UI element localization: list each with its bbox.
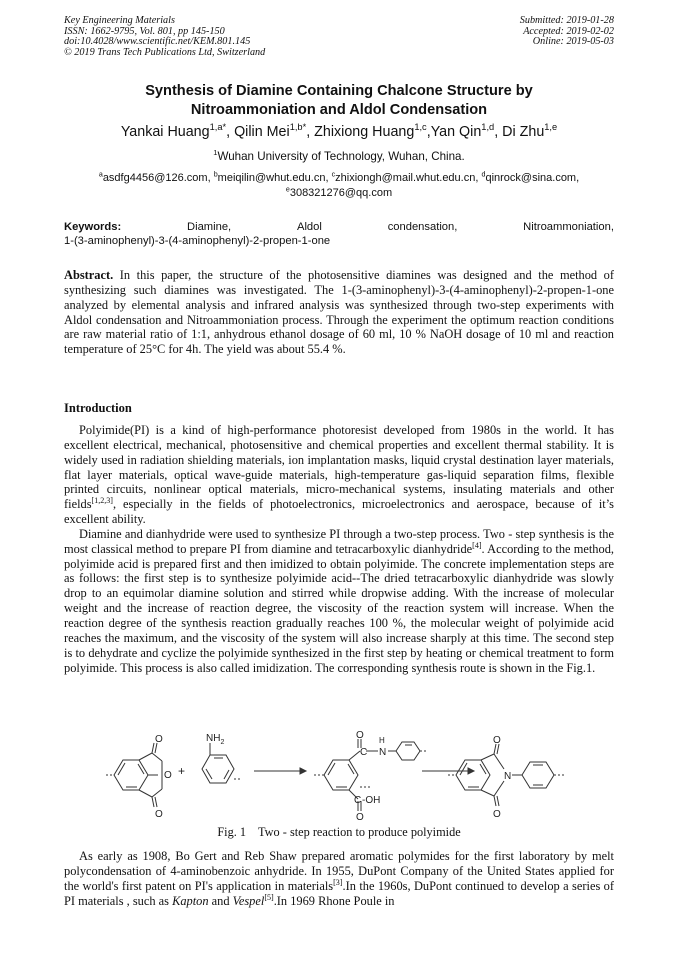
label-o: O (164, 770, 172, 781)
label-o: O (356, 812, 364, 821)
citation[interactable]: [5] (264, 892, 274, 902)
email-sup: d (481, 170, 486, 179)
abstract-text: In this paper, the structure of the photosensitive diamines was designed and the method of synthesizing such diamines was investigated. The 1-(3-aminophenyl)-3-(4-aminophenyl)-2-propen-1-one analyzed by elemental analysis and infrared analysis was synthesized through two-step experiments with Aldol condensation and Nitroammoniation process. Through the experiment the optimum reaction conditions are raw material ratio of 1:1, anhydrous ethanol dosage of 60 ml, 10 % NaOH dosage of 10 ml and reaction temperature of 25°C for 4h. The yield was about 55.4 %. (64, 268, 614, 357)
journal-info (64, 16, 265, 58)
anhydride-molecule (106, 743, 162, 807)
author-name: Di Zhu (502, 124, 545, 140)
paragraph-text: and (208, 893, 233, 908)
label-o: O (493, 735, 501, 746)
paragraph (64, 849, 614, 908)
label-h: H (379, 736, 385, 745)
label-n: N (504, 771, 512, 782)
paragraph-text: As early as 1908, Bo Gert and Reb Shaw prepared aromatic polymides for the first laboratory by melt polycondensation of 4-aminobenzoic anhydride. In 1955, DuPont Company of the United States applied for the world's first patent on PI's application in materials (64, 849, 614, 893)
citation[interactable]: [3] (333, 877, 343, 887)
paragraph-text: Polyimide(PI) is a kind of high-performance photoresist developed from 1980s in the world. It has excellent electrical, mechanical, photosensitive and chemical properties and excellent thermal stability. It is widely used in radiation shielding materials, ion implantation masks, liquid crystal destination layer materials, flat layer materials, optical wave-guide materials, high-temperature gas-liquid separation films, flexible printed circuits, nonlinear optical materials, micro-mechanical systems, insulating materials and other fields (64, 423, 614, 512)
paragraph-text: . According to the method, polyimide acid is prepared first and then imidized to obtain polyimide. The concrete implementation steps are as follows: the first step is to synthesize polyimide acid--The dried tetracarboxylic dianhydride was slowly drop to an equimolar diamine solution and stirred while dropwise adding. With the increase of molecular weight and the increase of reaction degree, the viscosity of the reaction system will increase. When the reaction degree of the synthesis reaction gradually reaches 100 %, the molecular weight of polyimide acid reaches the maximum, and the viscosity of the system will also increase sharply at this time. The second step is to dehydrate and cyclize the polyimide synthesized in the first step by heating or chemical treatment to form polyimide. This process is also called imidization. The corresponding synthesis route is shown in the Fig.1. (64, 541, 614, 675)
author-name: Zhixiong Huang (314, 124, 415, 140)
author-sup: 1,a* (209, 122, 227, 133)
date-accepted: Accepted: 2019-02-02 (523, 25, 614, 37)
product-name-kapton: Kapton (172, 893, 209, 908)
paragraph (64, 423, 614, 527)
reaction-arrow-1 (254, 768, 306, 774)
author-sup: 1,c (414, 122, 427, 133)
journal-copyright: © 2019 Trans Tech Publications Ltd, Switzerland (64, 46, 266, 58)
label-c: C (360, 747, 368, 758)
keyword: condensation, (387, 221, 458, 233)
paragraph-text: Diamine and dianhydride were used to synthesize PI through a two-step process. Two - step synthesis is the most classical method to prepare PI from diamine and tetracarboxylic dianhydride (64, 526, 614, 556)
affiliation-sup: 1 (213, 148, 218, 158)
email-sup: b (213, 170, 218, 179)
affiliation-text: Wuhan University of Technology, Wuhan, China. (217, 150, 465, 163)
figure-caption (64, 825, 614, 840)
author-sup: 1,e (544, 122, 558, 133)
email-address[interactable]: meiqilin@whut.edu.cn (217, 172, 326, 184)
author-sup: 1,b* (289, 122, 307, 133)
label-o: O (493, 809, 501, 820)
paper-title (40, 82, 638, 120)
journal-doi: doi:10.4028/www.scientific.net/KEM.801.145 (64, 36, 251, 48)
figure-caption-text: Two - step reaction to produce polyimide (258, 825, 461, 839)
section-heading-introduction: Introduction (64, 401, 132, 415)
author-name: Qilin Mei (234, 124, 290, 140)
email-sup: c (331, 170, 336, 179)
email-sup: a (98, 170, 103, 179)
label-plus: + (178, 764, 186, 778)
keywords-block (64, 221, 614, 248)
label-o: O (356, 731, 364, 741)
paragraph-text: .In the 1960s, DuPont continued to develop a series of PI materials , such as (64, 878, 614, 908)
journal-issn: ISSN: 1662-9795, Vol. 801, pp 145-150 (64, 25, 225, 37)
citation[interactable]: [1,2,3] (91, 496, 113, 506)
email-list: $^a$asdfg4456@126.com, $^b$meiqilin@whut.edu.cn, $^c$zhixiongh@mail.whut.edu.cn, $^d$qinrock@sina.com, $^e$308321276@qq.com (98, 170, 580, 199)
email-address[interactable]: qinrock@sina.com (485, 172, 577, 184)
product-name-vespel: Vespel (232, 893, 265, 908)
label-o: O (155, 734, 163, 745)
author-name: Yankai Huang (120, 124, 210, 140)
label-oh: -OH (362, 795, 381, 806)
abstract-label: Abstract. (64, 268, 114, 282)
paragraph-text: .In 1969 Rhone Poule in (273, 893, 395, 908)
dates-info (520, 16, 614, 48)
figure-caption-label: Fig. 1 (217, 825, 247, 839)
reaction-scheme-drawing (106, 739, 564, 811)
keyword: 1-(3-aminophenyl)-3-(4-aminophenyl)-2-propen-1-one (64, 234, 331, 247)
author-list: Yankai Huang$^{1,a*}$, Qilin Mei$^{1,b*}$, Zhixiong Huang$^{1,c}$,Yan Qin$^{1,d}$, Di Zhu$^{1,e}$ (120, 122, 558, 140)
paragraph (64, 527, 614, 675)
author-name: Yan Qin (430, 124, 482, 140)
date-submitted: Submitted: 2019-01-28 (519, 15, 614, 26)
date-online: Online: 2019-05-03 (532, 36, 614, 48)
affiliation (40, 149, 638, 164)
title-line-2: Nitroammoniation and Aldol Condensation (190, 102, 488, 118)
keywords-label: Keywords: (64, 221, 122, 233)
keyword: Diamine, (187, 221, 232, 233)
email-address[interactable]: asdfg4456@126.com (102, 172, 208, 184)
journal-name: Key Engineering Materials (64, 15, 175, 26)
abstract (64, 268, 614, 357)
reaction-arrow-2 (422, 768, 474, 774)
email-sup: e (285, 185, 290, 194)
introduction-body (64, 423, 614, 675)
keyword: Nitroammoniation, (523, 221, 614, 233)
author-sup: 1,d (481, 122, 495, 133)
reaction-scheme-labels (155, 731, 511, 821)
label-nh2: $NH_2$ (206, 733, 225, 746)
history-paragraph (64, 849, 614, 908)
paragraph-text: , especially in the fields of photoelectronics, microelectronics and aerospace, because of it’s excellent ability. (64, 497, 614, 527)
email-address[interactable]: 308321276@qq.com (289, 187, 393, 199)
label-c: C (354, 795, 362, 806)
label-o: O (155, 809, 163, 820)
title-line-1: Synthesis of Diamine Containing Chalcone Structure by (145, 83, 533, 99)
label-n: N (379, 747, 387, 758)
reaction-scheme-figure (92, 731, 612, 821)
aniline-molecule (202, 743, 242, 783)
citation[interactable]: [4] (472, 540, 482, 550)
email-address[interactable]: zhixiongh@mail.whut.edu.cn (335, 172, 476, 184)
keyword: Aldol (296, 221, 322, 233)
